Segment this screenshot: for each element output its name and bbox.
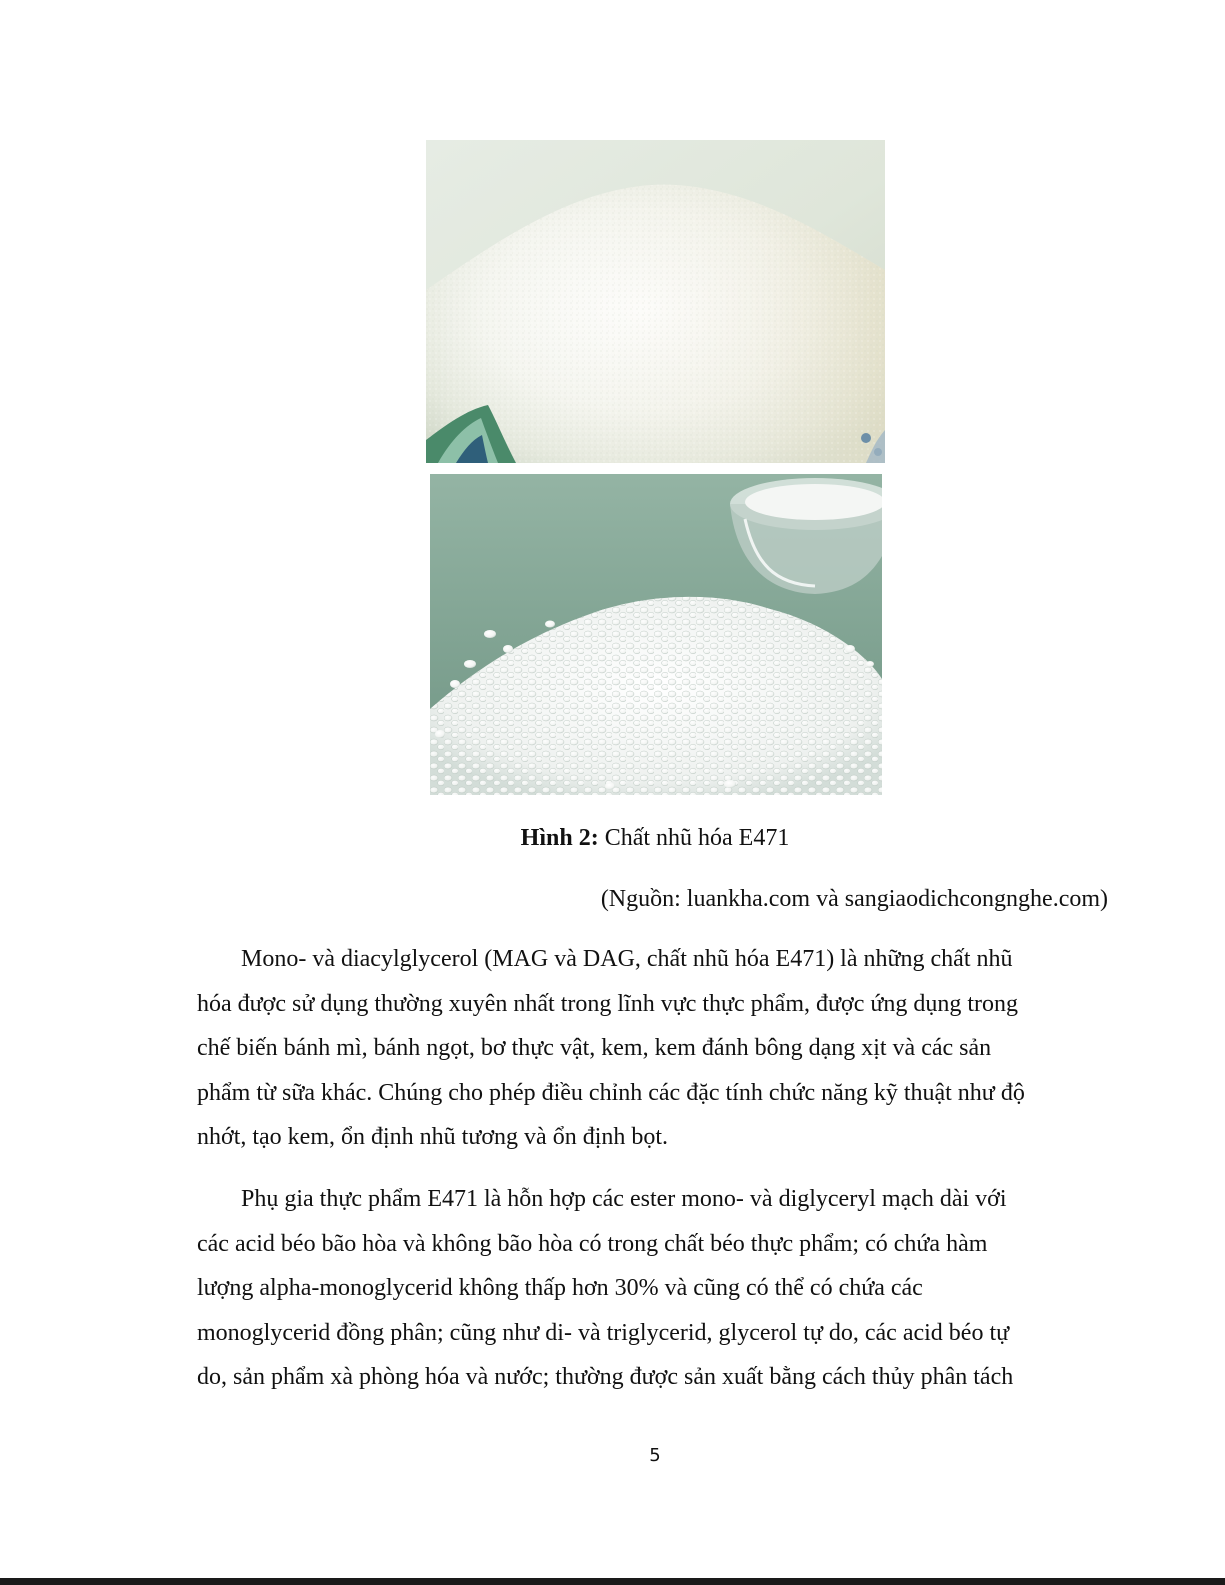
figure-source: (Nguồn: luankha.com và sangiaodichcongnghe.com) [600, 886, 1108, 912]
e471-powder-photo [426, 140, 885, 463]
body-paragraph [197, 1177, 1117, 1400]
paragraph-line: Mono- và diacylglycerol (MAG và DAG, chất nhũ hóa E471) là những chất nhũ [241, 946, 1013, 972]
page-number: 5 [649, 1445, 661, 1466]
figure-caption [0, 823, 1225, 853]
paragraph-line: chế biến bánh mì, bánh ngọt, bơ thực vật, kem, kem đánh bông dạng xịt và các sản [197, 1035, 992, 1061]
page-bottom-border [0, 1578, 1225, 1585]
body-paragraph [197, 937, 1117, 1160]
paragraph-line: hóa được sử dụng thường xuyên nhất trong lĩnh vực thực phẩm, được ứng dụng trong [197, 990, 1019, 1017]
paragraph-line: phẩm từ sữa khác. Chúng cho phép điều chỉnh các đặc tính chức năng kỹ thuật như độ [197, 1079, 1025, 1106]
paragraph-line: Phụ gia thực phẩm E471 là hỗn hợp các ester mono- và diglyceryl mạch dài với [241, 1186, 1007, 1212]
e471-beads-photo [430, 474, 882, 795]
paragraph-line: do, sản phẩm xà phòng hóa và nước; thường được sản xuất bằng cách thủy phân tách [197, 1364, 1014, 1390]
caption-label: Hình 2: [520, 825, 599, 851]
paragraph-line: lượng alpha-monoglycerid không thấp hơn 30% và cũng có thể có chứa các [197, 1275, 923, 1301]
paragraph-line: các acid béo bão hòa và không bão hòa có trong chất béo thực phẩm; có chứa hàm [197, 1230, 988, 1257]
paragraph-line: nhớt, tạo kem, ổn định nhũ tương và ổn định bọt. [197, 1124, 669, 1150]
paragraph-line: monoglycerid đồng phân; cũng như di- và triglycerid, glycerol tự do, các acid béo tự [197, 1319, 1010, 1346]
caption-text: Chất nhũ hóa E471 [598, 825, 790, 851]
